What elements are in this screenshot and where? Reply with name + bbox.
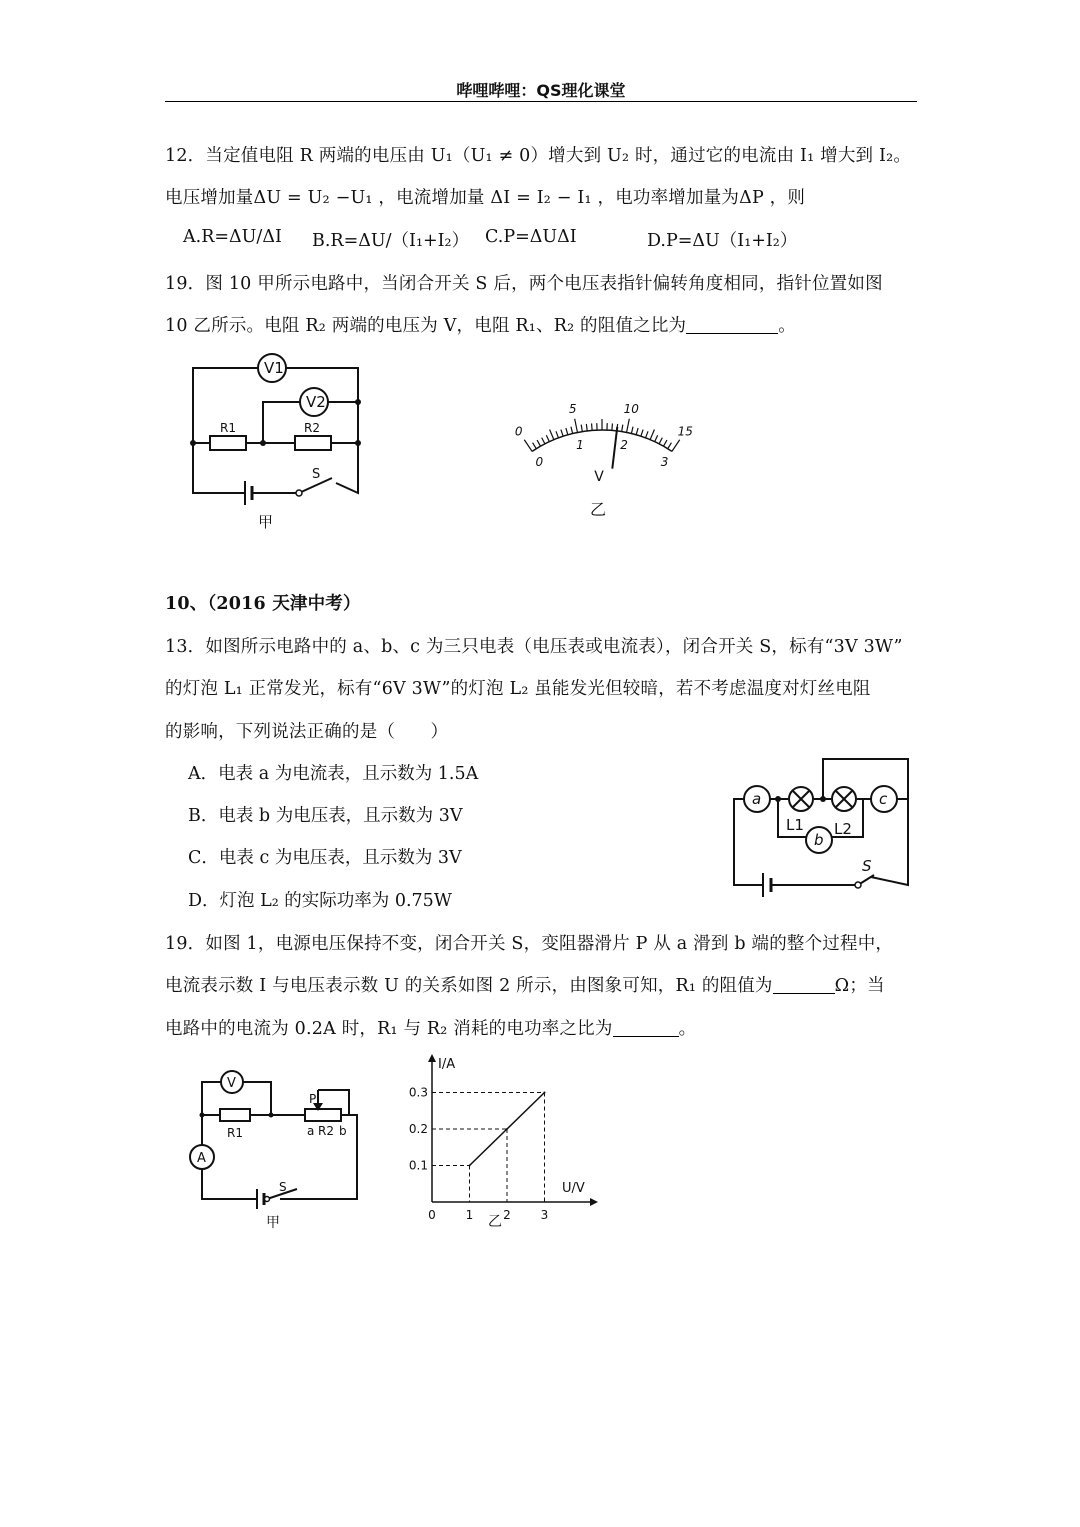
dial-tick: [646, 431, 648, 438]
dial-tick: [571, 427, 573, 434]
answer-blank-resistance[interactable]: [773, 975, 835, 994]
r1-label-q19b: R1: [227, 1126, 243, 1140]
q12-line2: 电压增加量ΔU = U₂ −U₁ ，电流增加量 ΔI = I₂ − I₁ ，电功率增加量为ΔP ，则: [165, 188, 806, 208]
lamp-l1: [789, 787, 813, 811]
x-axis-label: U/V: [562, 1181, 585, 1196]
dial-tick: [659, 438, 662, 444]
dial-tick: [556, 431, 558, 438]
x-tick-label: 0: [428, 1208, 436, 1222]
circuit-diagram-q13: [730, 755, 915, 890]
q13-line2: 的灯泡 L₁ 正常发光，标有“6V 3W”的灯泡 L₂ 虽能发光但较暗，若不考虑温度对灯丝电阻: [165, 679, 871, 699]
r2-label: R2: [304, 421, 320, 435]
answer-blank[interactable]: [686, 315, 778, 334]
dial-tick: [622, 425, 623, 432]
dial-outer-label: 0: [514, 424, 523, 439]
data-point: [469, 1165, 471, 1167]
rb-label: b: [339, 1124, 347, 1138]
figure-caption-jia: 甲: [258, 513, 274, 531]
x-tick-label: 1: [465, 1208, 474, 1222]
y-axis-label: I/A: [438, 1057, 456, 1072]
lamp-l2: [832, 787, 856, 811]
v2-label: V2: [306, 393, 326, 411]
dial-tick: [533, 443, 537, 449]
dial-tick: [641, 430, 643, 437]
circuit-diagram-q19b-jia: [185, 1065, 365, 1240]
q19a-line2: 10 乙所示。电阻 R₂ 两端的电压为 V，电阻 R₁、R₂ 的阻值之比为 。: [165, 316, 796, 336]
dial-tick: [655, 435, 658, 441]
dial-tick: [627, 419, 630, 433]
dial-inner-label: 3: [660, 455, 669, 470]
r2-label-q19b: R2: [318, 1124, 334, 1138]
voltmeter-dial-yi: [480, 385, 740, 525]
dial-tick: [550, 430, 554, 440]
l2-label: L2: [834, 820, 852, 838]
chart-caption: 乙: [488, 1214, 502, 1230]
dial-inner-label: 0: [535, 455, 544, 470]
dial-tick: [668, 443, 672, 449]
dial-tick: [542, 438, 545, 444]
dial-needle: [612, 427, 617, 469]
ra-label: a: [307, 1124, 315, 1138]
page-header: 哔哩哔哩：QS理化课堂: [456, 81, 626, 100]
dial-tick: [546, 435, 549, 441]
r1-label: R1: [220, 421, 236, 435]
figure-caption-q19b-jia: 甲: [266, 1215, 280, 1231]
q12-option-b: B.R=ΔU/（I₁+I₂）: [312, 231, 470, 251]
dial-arc: [532, 430, 672, 451]
dial-tick: [566, 428, 568, 435]
a-label: A: [197, 1151, 206, 1166]
q19b-line2: 电流表示数 I 与电压表示数 U 的关系如图 2 所示，由图象可知，R₁ 的阻值为 Ω；当: [165, 976, 885, 996]
dial-outer-label: 5: [568, 401, 577, 416]
q19b-line3: 电路中的电流为 0.2A 时，R₁ 与 R₂ 消耗的电功率之比为 。: [165, 1019, 697, 1039]
y-tick-label: 0.1: [408, 1158, 428, 1173]
switch-label: S: [312, 467, 321, 482]
dial-inner-label: 2: [620, 438, 628, 453]
dial-tick: [612, 423, 613, 430]
dial-tick: [672, 440, 680, 452]
dial-tick: [663, 440, 666, 446]
dial-tick: [650, 430, 654, 440]
v-label: V: [227, 1076, 236, 1091]
dial-tick: [561, 430, 563, 437]
answer-blank-power-ratio[interactable]: [613, 1018, 679, 1037]
dial-tick: [636, 428, 638, 435]
meter-b-label: b: [814, 831, 824, 849]
circuit-diagram-jia: [180, 345, 380, 535]
q13-option-d: D．灯泡 L₂ 的实际功率为 0.75W: [188, 891, 452, 911]
dial-tick: [631, 427, 633, 434]
q12-option-a: A.R=ΔU/ΔI: [183, 227, 282, 247]
dial-inner-label: 1: [576, 438, 584, 453]
q19a-line1: 19．图 10 甲所示电路中，当闭合开关 S 后，两个电压表指针偏转角度相同，指针位置如图: [165, 274, 883, 294]
data-point: [506, 1128, 508, 1130]
meter-c-label: c: [879, 790, 888, 808]
dial-outer-label: 10: [623, 401, 639, 416]
q12-option-d: D.P=ΔU（I₁+I₂）: [647, 231, 798, 251]
switch-label-q19b: S: [279, 1180, 287, 1194]
p-label: P: [309, 1092, 317, 1106]
section-title: 10、（2016 天津中考）: [165, 594, 361, 614]
meter-a-label: a: [752, 790, 762, 808]
header-divider: [165, 101, 917, 102]
q13-option-b: B．电表 b 为电压表，且示数为 3V: [188, 806, 463, 826]
dial-tick: [575, 419, 578, 433]
q13-line3: 的影响，下列说法正确的是（ ）: [165, 722, 449, 742]
y-tick-label: 0.2: [408, 1122, 428, 1136]
y-axis-arrow: [428, 1054, 436, 1062]
x-axis-arrow: [590, 1198, 598, 1206]
v1-label: V1: [264, 359, 284, 377]
dial-unit-label: V: [594, 469, 604, 485]
iu-chart: [400, 1052, 600, 1237]
dial-tick: [581, 425, 582, 432]
dial-tick: [537, 440, 540, 446]
y-tick-label: 0.3: [408, 1085, 428, 1100]
l1-label: L1: [786, 816, 804, 834]
data-point: [544, 1092, 546, 1094]
q13-line1: 13．如图所示电路中的 a、b、c 为三只电表（电压表或电流表），闭合开关 S，标有“3V 3W”: [165, 637, 903, 657]
q12-option-c: C.P=ΔUΔI: [485, 227, 577, 247]
x-tick-label: 2: [503, 1208, 511, 1222]
dial-tick: [586, 424, 587, 431]
dial-tick: [524, 440, 532, 452]
q13-option-a: A．电表 a 为电流表，且示数为 1.5A: [188, 764, 479, 784]
figure-caption-yi: 乙: [590, 500, 607, 519]
dial-outer-label: 15: [677, 424, 693, 439]
q19b-line1: 19．如图 1，电源电压保持不变，闭合开关 S，变阻器滑片 P 从 a 滑到 b 端的整个过程中，: [165, 934, 894, 954]
switch-label-q13: S: [862, 857, 872, 875]
x-tick-label: 3: [540, 1208, 549, 1222]
q12-line1: 12．当定值电阻 R 两端的电压由 U₁（U₁ ≠ 0）增大到 U₂ 时，通过它的电流由 I₁ 增大到 I₂。: [165, 146, 912, 166]
q13-option-c: C．电表 c 为电压表，且示数为 3V: [188, 848, 462, 868]
dial-tick: [592, 423, 593, 430]
